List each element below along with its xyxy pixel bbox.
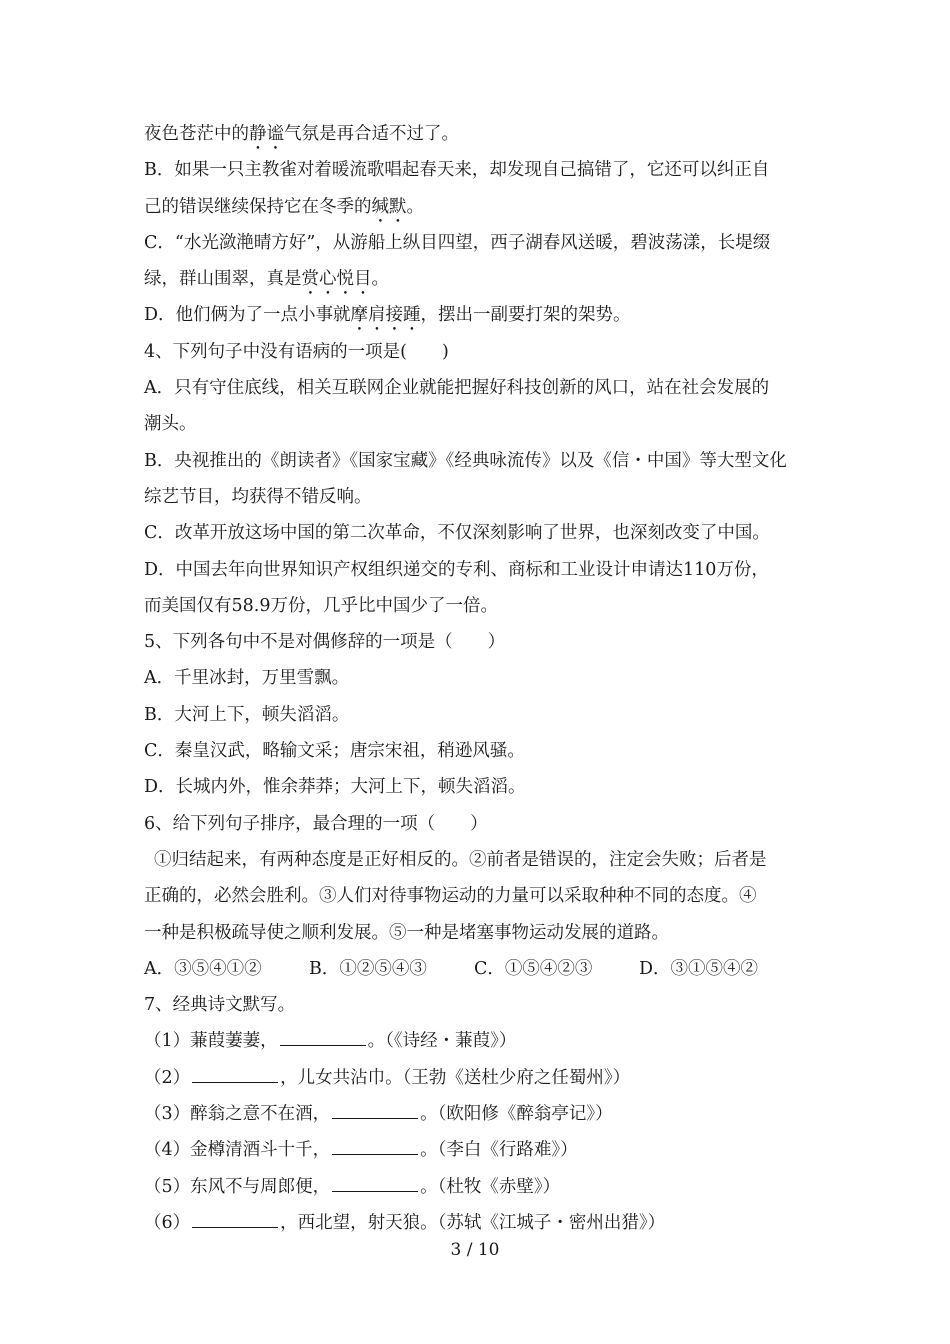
emphasized-word: 静谧	[249, 124, 284, 144]
text: （5）东风不与周郎便，	[144, 1176, 331, 1197]
q6-option-d: D．③①⑤④②	[639, 958, 759, 979]
q7-item-2	[144, 1060, 816, 1096]
q6-option-c: C．①⑤④②③	[474, 958, 593, 979]
answer-blank	[332, 1104, 418, 1119]
text: （6）	[144, 1212, 191, 1233]
text: （1）蒹葭萋萋，	[144, 1031, 278, 1052]
text: 气氛是再合适不过了。	[284, 124, 459, 144]
q5-option-b: B．大河上下，顿失滔滔。	[144, 704, 350, 725]
q3-option-b-line2	[144, 189, 816, 225]
q4-option-b-line1: B．央视推出的《朗读者》《国家宝藏》《经典咏流传》以及《信・中国》等大型文化	[144, 450, 787, 471]
text: 。（欧阳修《醉翁亭记》）	[420, 1104, 613, 1125]
text: 。（《诗经・蒹葭》）	[367, 1031, 517, 1052]
text: 。	[371, 269, 389, 290]
q4-option-c: C．改革开放这场中国的第二次革命，不仅深刻影响了世界，也深刻改变了中国。	[144, 523, 770, 544]
answer-blank	[332, 1177, 418, 1192]
text: D．他们俩为了一点小事就	[144, 305, 351, 326]
q7-stem: 7、经典诗文默写。	[144, 995, 296, 1016]
q6-passage-line2: 正确的，必然会胜利。③人们对待事物运动的力量可以采取种种不同的态度。④	[144, 886, 757, 907]
q7-item-6	[144, 1205, 816, 1241]
q6-stem: 6、给下列句子排序，最合理的一项（ ）	[144, 813, 488, 834]
q4-option-a-line2: 潮头。	[144, 414, 197, 435]
emphasized-word: 缄默	[371, 196, 407, 217]
q4-option-d-line1: D．中国去年向世界知识产权组织递交的专利、商标和工业设计申请达110万份，	[144, 559, 769, 580]
page-content	[144, 116, 816, 1241]
q3-option-a-continued	[144, 116, 816, 152]
text: 夜色苍茫中的	[144, 124, 249, 144]
q5-option-c: C．秦皇汉武，略输文采；唐宗宋祖，稍逊风骚。	[144, 741, 525, 762]
answer-blank	[280, 1031, 366, 1046]
q6-option-a: A．③⑤④①②	[144, 958, 262, 979]
q4-option-b-line2: 综艺节目，均获得不错反响。	[144, 486, 372, 507]
q4-stem: 4、下列句子中没有语病的一项是( )	[144, 341, 449, 362]
text: （4）金樽清酒斗十千，	[144, 1140, 331, 1161]
text: ，摆出一副要打架的架势。	[420, 305, 631, 326]
q7-item-1	[144, 1023, 816, 1059]
q7-item-3	[144, 1096, 816, 1132]
q5-option-a: A．千里冰封，万里雪飘。	[144, 668, 350, 689]
text: 绿，群山围翠，真是	[144, 269, 302, 290]
q5-option-d: D．长城内外，惟余莽莽；大河上下，顿失滔滔。	[144, 777, 526, 798]
answer-blank	[192, 1213, 278, 1228]
text: （3）醉翁之意不在酒，	[144, 1104, 331, 1125]
q3-option-c-line1: C．“水光潋滟晴方好”，从游船上纵目四望，西子湖春风送暖，碧波荡漾，长堤缀	[144, 232, 771, 253]
q7-item-4	[144, 1132, 816, 1168]
text: ，儿女共沾巾。（王勃《送杜少府之任蜀州》）	[280, 1067, 631, 1088]
q4-option-d-line2: 而美国仅有58.9万份，几乎比中国少了一倍。	[144, 595, 498, 616]
q3-option-c-line2	[144, 261, 816, 297]
page-number: 3 / 10	[450, 1240, 500, 1260]
q6-options	[144, 951, 816, 987]
q3-option-d	[144, 297, 816, 333]
text: 。	[406, 196, 424, 217]
q3-option-b-line1: B．如果一只主教雀对着暖流歌唱起春天来，却发现自己搞错了，它还可以纠正自	[144, 160, 770, 181]
q7-item-5	[144, 1169, 816, 1205]
text: 。（杜牧《赤壁》）	[420, 1176, 561, 1197]
emphasized-word: 摩肩接踵	[350, 305, 421, 326]
q4-option-a-line1: A．只有守住底线，相关互联网企业就能把握好科技创新的风口，站在社会发展的	[144, 378, 770, 399]
text: 。（李白《行路难》）	[420, 1140, 578, 1161]
emphasized-word: 赏心悦目	[301, 269, 372, 290]
answer-blank	[192, 1068, 278, 1083]
text: ，西北望，射天狼。（苏轼《江城子・密州出猎》）	[280, 1212, 666, 1233]
text: 己的错误继续保持它在冬季的	[144, 196, 372, 217]
q5-stem: 5、下列各句中不是对偶修辞的一项是（ ）	[144, 632, 506, 653]
q6-passage-line3: 一种是积极疏导使之顺利发展。⑤一种是堵塞事物运动发展的道路。	[144, 922, 669, 943]
text: （2）	[144, 1067, 191, 1088]
q6-option-b: B．①②⑤④③	[309, 958, 427, 979]
q6-passage-line1: ①归结起来，有两种态度是正好相反的。②前者是错误的，注定会失败；后者是	[154, 849, 767, 870]
answer-blank	[332, 1140, 418, 1155]
